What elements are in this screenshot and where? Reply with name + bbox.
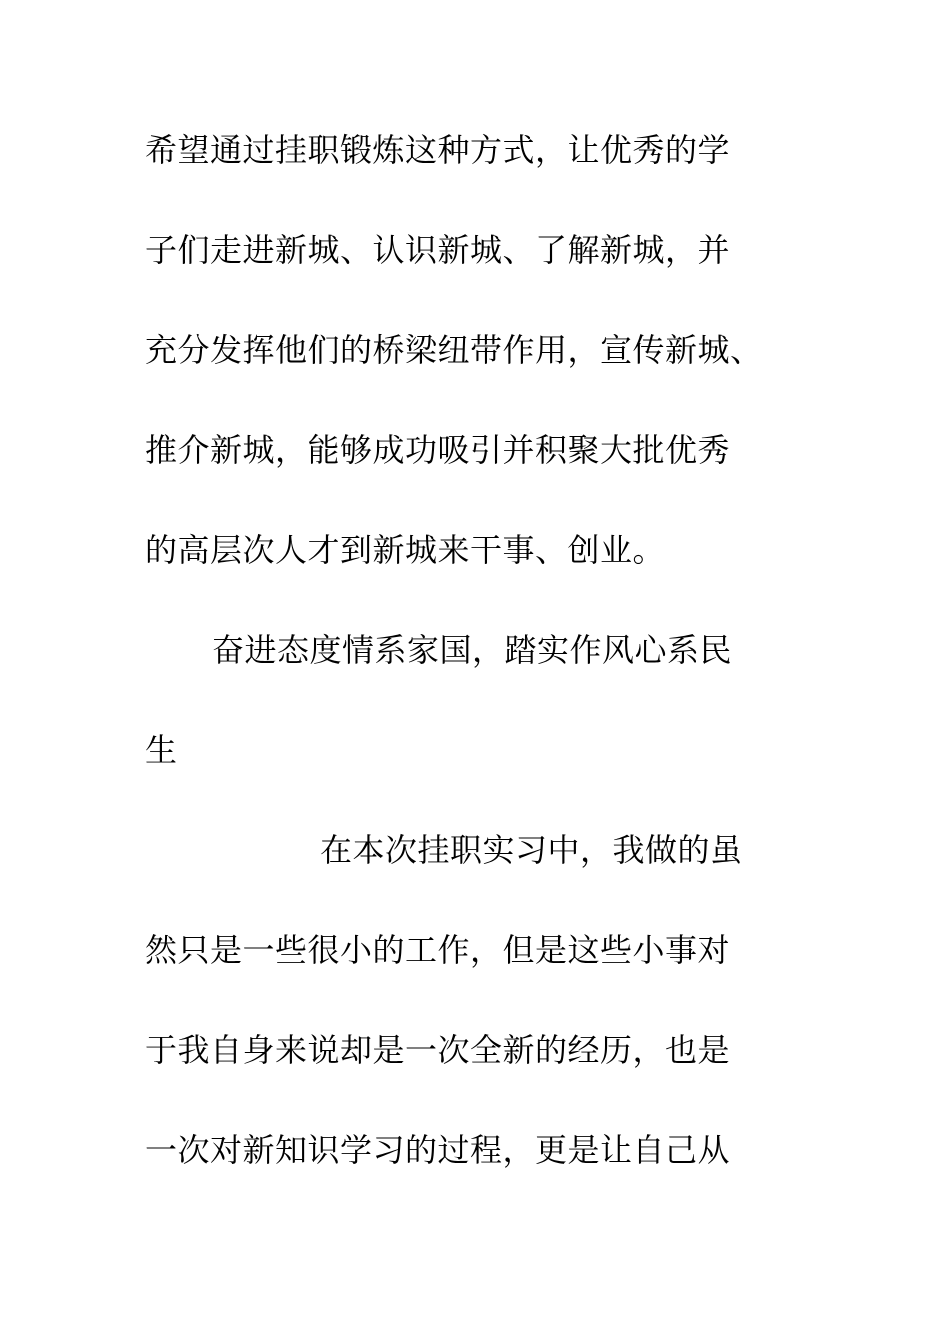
paragraph-line: 一次对新知识学习的过程，更是让自己从	[145, 1131, 731, 1169]
paragraph-line: 子们走进新城、认识新城、了解新城，并	[145, 231, 731, 269]
paragraph-line: 充分发挥他们的桥梁纽带作用，宣传新城、	[145, 331, 763, 369]
paragraph-line: 然只是一些很小的工作，但是这些小事对	[145, 931, 731, 969]
paragraph-line: 的高层次人才到新城来干事、创业。	[145, 531, 666, 569]
paragraph-line: 在本次挂职实习中，我做的虽	[320, 831, 743, 869]
paragraph-line: 于我自身来说却是一次全新的经历，也是	[145, 1031, 731, 1069]
section-heading-line: 生	[145, 731, 178, 769]
paragraph-line: 推介新城，能够成功吸引并积聚大批优秀	[145, 431, 731, 469]
section-heading-line: 奋进态度情系家国，踏实作风心系民	[212, 631, 733, 669]
paragraph-line: 希望通过挂职锻炼这种方式，让优秀的学	[145, 131, 731, 169]
